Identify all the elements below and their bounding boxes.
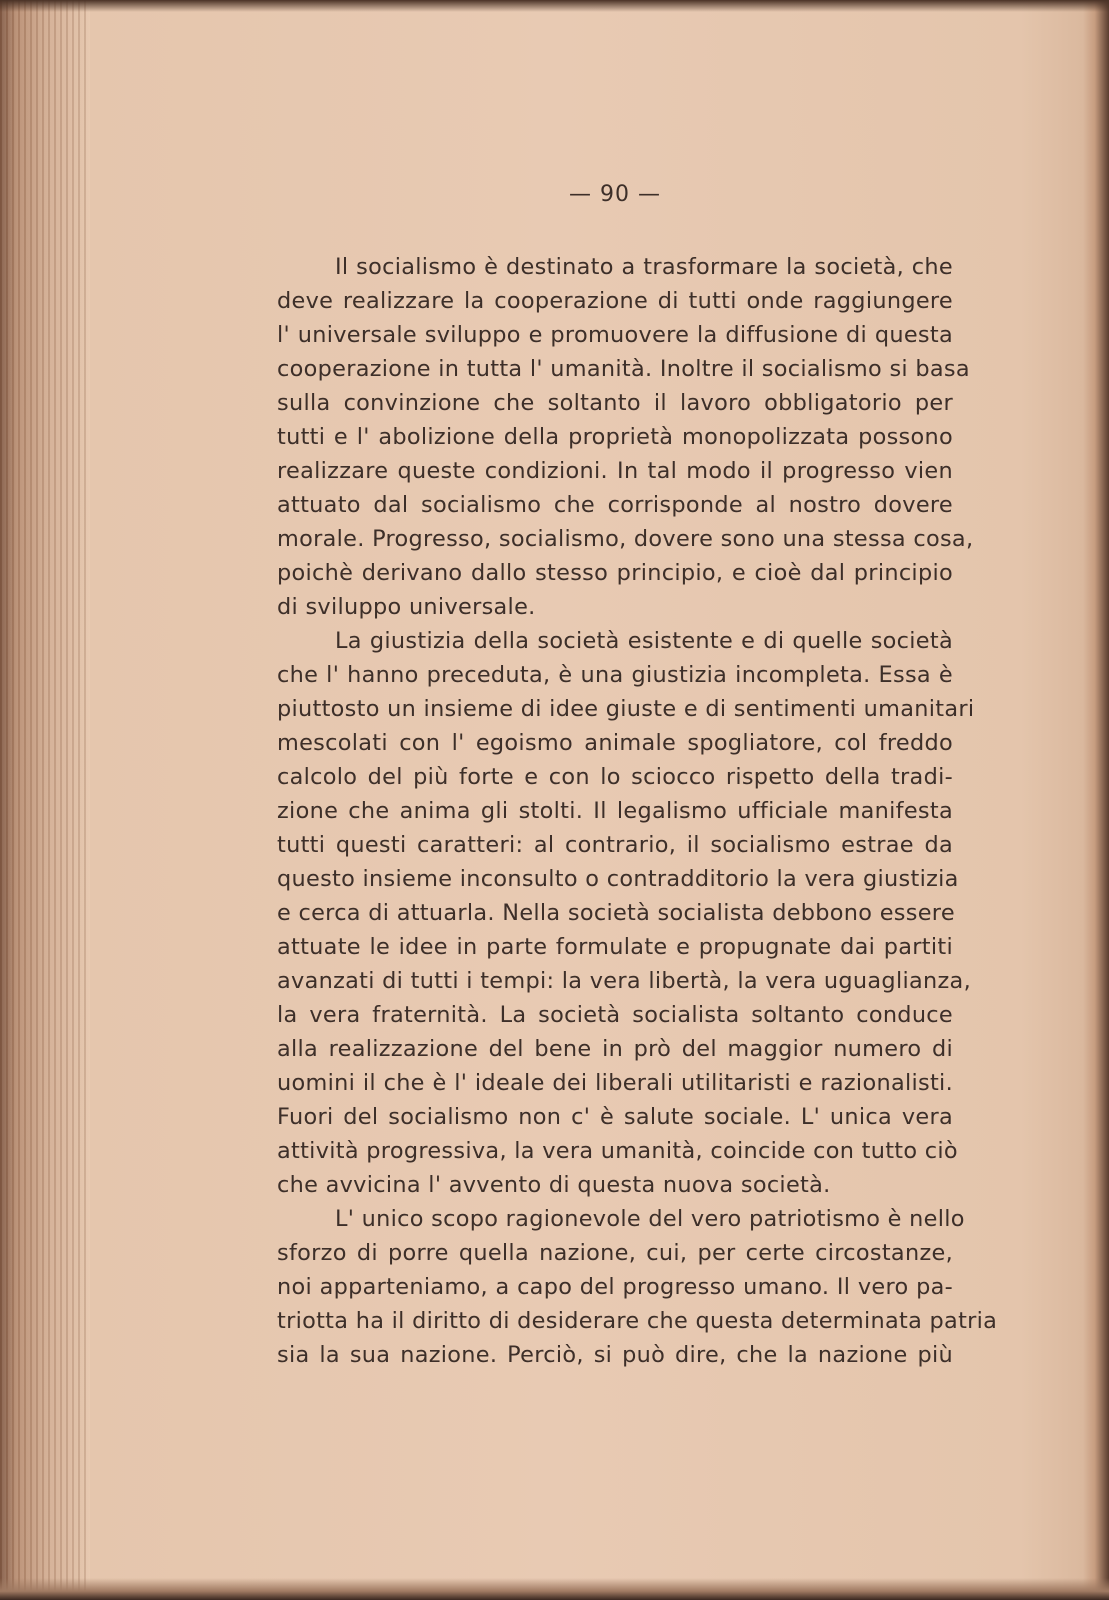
text-line: avanzati di tutti i tempi: la vera libertà, la vera uguaglianza,	[277, 968, 971, 994]
page-number: — 90 —	[569, 182, 661, 207]
text-line: sforzo di porre quella nazione, cui, per certe circostanze,	[277, 1240, 953, 1266]
page-top-edge	[0, 0, 1109, 12]
text-line: Fuori del socialismo non c' è salute sociale. L' unica vera	[277, 1104, 953, 1130]
text-line: sulla convinzione che soltanto il lavoro obbligatorio per	[277, 390, 953, 416]
text-line: zione che anima gli stolti. Il legalismo ufficiale manifesta	[277, 798, 953, 824]
text-line: questo insieme inconsulto o contradditorio la vera giustizia	[277, 866, 959, 892]
text-line: La giustizia della società esistente e di quelle società	[335, 628, 953, 654]
text-line: realizzare queste condizioni. In tal modo il progresso vien	[277, 458, 953, 484]
body-text	[277, 250, 998, 1372]
text-line: poichè derivano dallo stesso principio, e cioè dal principio	[277, 560, 953, 586]
text-line: l' universale sviluppo e promuovere la diffusione di questa	[277, 322, 953, 348]
text-line: e cerca di attuarla. Nella società socialista debbono essere	[277, 900, 955, 926]
page-bottom-edge	[0, 1578, 1109, 1600]
text-line: triotta ha il diritto di desiderare che questa determinata patria	[277, 1308, 998, 1334]
text-line: deve realizzare la cooperazione di tutti onde raggiungere	[277, 288, 953, 314]
text-line: Il socialismo è destinato a trasformare la società, che	[335, 254, 953, 280]
text-line: attuate le idee in parte formulate e propugnate dai partiti	[277, 934, 953, 960]
text-line: morale. Progresso, socialismo, dovere sono una stessa cosa,	[277, 526, 974, 552]
text-line: mescolati con l' egoismo animale spogliatore, col freddo	[277, 730, 953, 756]
text-line: calcolo del più forte e con lo sciocco rispetto della tradi-	[277, 764, 953, 790]
text-line: cooperazione in tutta l' umanità. Inoltre il socialismo si basa	[277, 356, 970, 382]
text-block	[277, 180, 998, 1372]
text-line: tutti questi caratteri: al contrario, il socialismo estrae da	[277, 832, 953, 858]
text-line: di sviluppo universale.	[277, 594, 536, 620]
text-line: la vera fraternità. La società socialista soltanto conduce	[277, 1002, 953, 1028]
page-right-edge	[1083, 0, 1109, 1600]
text-line: attuato dal socialismo che corrisponde al nostro dovere	[277, 492, 953, 518]
text-line: che avvicina l' avvento di questa nuova società.	[277, 1172, 831, 1198]
text-line: noi apparteniamo, a capo del progresso umano. Il vero pa-	[277, 1274, 953, 1300]
text-line: attività progressiva, la vera umanità, coincide con tutto ciò	[277, 1138, 958, 1164]
text-line: L' unico scopo ragionevole del vero patriotismo è nello	[335, 1206, 965, 1232]
text-line: che l' hanno preceduta, è una giustizia incompleta. Essa è	[277, 662, 953, 688]
text-line: piuttosto un insieme di idee giuste e di sentimenti umanitari	[277, 696, 975, 722]
page-gutter-edge	[0, 0, 90, 1600]
text-line: alla realizzazione del bene in prò del maggior numero di	[277, 1036, 953, 1062]
text-line: sia la sua nazione. Perciò, si può dire, che la nazione più	[277, 1342, 953, 1368]
text-line: tutti e l' abolizione della proprietà monopolizzata possono	[277, 424, 953, 450]
text-line: uomini il che è l' ideale dei liberali utilitaristi e razionalisti.	[277, 1070, 953, 1096]
